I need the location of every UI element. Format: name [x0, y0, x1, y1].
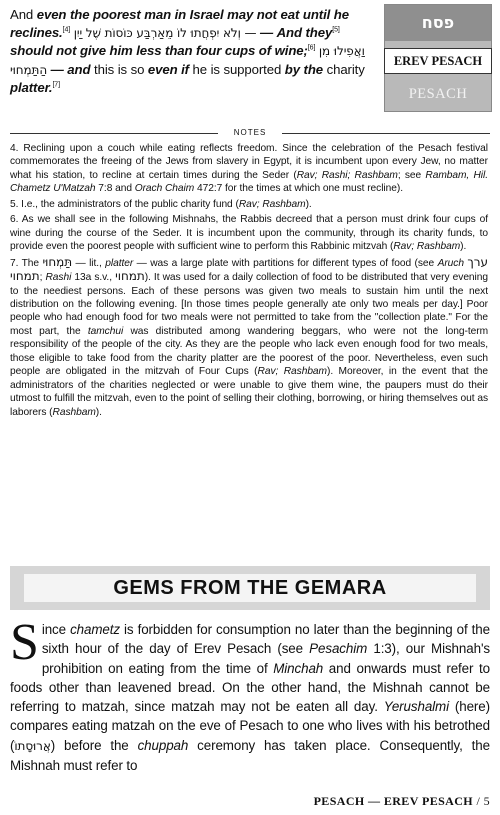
hebrew-text: וַאֲפִילוּ מִן הַתַּמְחוּי: [10, 44, 365, 77]
notes-divider: [10, 126, 490, 140]
text-run: ceremony has taken place. Consequently, the Mishnah must refer to: [10, 737, 491, 774]
tab-hebrew-title: פסח: [385, 5, 491, 41]
gems-header-band: [10, 566, 490, 610]
hebrew-text: — וְלֹא יִפְחֲתוּ לוֹ מֵאַרְבַּע כּוֹסוֹת שֶׁל יַיִן: [73, 25, 257, 40]
text-run: ).: [460, 241, 467, 253]
text-run: is forbidden for consumption no later than the beginning of the sixth hour of the day of Erev Pesach (see: [41, 622, 490, 657]
text-run: — was a large plate with partitions for different types of food (see: [133, 257, 438, 269]
main-text: [10, 6, 380, 97]
text-run: 5. I.e., the administrators of the public charity fund (: [10, 198, 239, 210]
footnote-ref-6: [6]: [307, 44, 316, 52]
tab-erev-pesach: EREV PESACH: [384, 48, 492, 74]
text-run: Rav; Rashbam: [393, 241, 461, 253]
note-6: [10, 213, 488, 253]
text-run: 4. Reclining upon a couch while eating reflects freedom. Since the celebration of the Pesach festival commemorates the freeing of the Jews from slavery in Egypt, it is incumbent upon every Jew, no matter what his station, to recline at certain times during the Seder (: [10, 143, 488, 181]
text-run: ;: [39, 272, 46, 284]
note-5: [10, 198, 488, 211]
text-run: 13a s.v.,: [71, 272, 116, 284]
hebrew-text: ערך תמחוי: [10, 254, 488, 284]
text-run: Rav; Rashbam: [238, 198, 306, 210]
text-run: Rav; Rashi; Rashbam: [296, 169, 398, 181]
text-run: ).: [95, 406, 102, 418]
hebrew-text: תַּמְחוּי: [42, 254, 73, 269]
text-run: Rashbam: [52, 406, 96, 418]
page-number: 5: [483, 794, 490, 808]
gems-paragraph: [10, 614, 491, 775]
text-run: by the: [284, 61, 324, 77]
text-run: ince: [41, 622, 71, 637]
gems-header-inner: [24, 574, 476, 602]
text-run: Yerushalmi: [383, 699, 449, 715]
text-run: — and: [47, 61, 95, 77]
page-footer: [314, 794, 490, 809]
text-run: was distributed among wandering beggars, who were not the long-term responsibility of the people of the city. As they are the people who lack even enough food for two meals, those eligible to take food from the charity platter are the poorest of the poor. Nevertheless, even such people are obligated in the mitzvah of Four Cups (: [10, 325, 489, 378]
text-run: Orach Chaim: [134, 183, 195, 195]
text-run: 472:7 for the times at which one must recline).: [194, 183, 403, 195]
text-run: tamchui: [87, 325, 124, 337]
gems-title: GEMS FROM THE GEMARA: [113, 577, 387, 599]
footnote-ref-4: [4]: [62, 26, 71, 34]
text-run: chametz: [70, 622, 120, 637]
text-run: ).: [305, 198, 312, 210]
text-run: should not give him less than four cups of wine;: [10, 43, 308, 59]
text-run: platter.: [10, 80, 53, 96]
gems-body: [10, 614, 491, 775]
text-run: ). Moreover, in the event that the administrators of the charities neglected or were unable to give them wine, the paupers must do their utmost to fulfill the mitzvah, even to the point of selling their clothing, borrowing, or hiring themselves out as laborers (: [10, 366, 488, 418]
text-run: this is so: [94, 61, 148, 77]
divider-line: [282, 133, 490, 134]
text-run: 6. As we shall see in the following Mishnahs, the Rabbis decreed that a person must drink four cups of wine during the course of the Seder. It is incumbent upon the community, through its charity funds, to provide even the poorest people with sufficient wine to perform this Rabbinic mitzvah (: [10, 214, 488, 253]
notes-section: [10, 142, 488, 421]
text-run: charity: [323, 61, 365, 77]
text-run: and onwards must refer to foods other than leavened bread. On the other hand, the Mishnah cannot be referring to matzah, since matzah may not be eaten all day.: [10, 660, 490, 715]
text-run: And: [10, 7, 37, 22]
text-run: — And they: [256, 24, 333, 40]
text-run: — lit.,: [72, 257, 106, 269]
text-run: 1:3), our Mishnah's prohibition on eating from the time of: [41, 641, 490, 676]
drop-cap: S: [10, 614, 39, 671]
section-tab: [384, 4, 492, 112]
text-run: ). It was used for a daily collection of food to be distributed that very evening to the neediest persons. Each of these persons was given two meals to sustain him until the next distribution on the following evening. [In those times people generally ate only two meals per day.] Poor people who had enough food for two meals were not permitted to take from the "collection plate." For the most part, the: [10, 272, 488, 337]
text-run: Rambam, Hil. Chametz U'Matzah: [10, 169, 488, 195]
notes-label: NOTES: [233, 128, 267, 137]
footnote-ref-5: [5]: [332, 26, 340, 34]
footer-separator: /: [473, 794, 484, 808]
running-footer: PESACH — EREV PESACH: [313, 794, 474, 808]
text-run: Pesachim: [309, 641, 368, 657]
text-run: Minchah: [273, 660, 324, 676]
text-run: ; see: [397, 169, 426, 181]
main-paragraph: [10, 6, 380, 97]
footnote-ref-7: [7]: [52, 81, 60, 89]
text-run: ) before the: [50, 737, 138, 753]
text-run: Aruch: [437, 257, 464, 269]
text-run: (here) compares eating matzah on the eve of Pesach to one who lives with his betrothed (: [10, 699, 490, 753]
text-run: chuppah: [137, 737, 189, 753]
text-run: even if: [147, 61, 189, 77]
tab-pesach: PESACH: [408, 86, 468, 102]
note-7: [10, 256, 488, 419]
text-run: even the poorest man in Israel may not eat until he reclines.: [10, 7, 349, 40]
text-run: he is supported: [188, 61, 285, 77]
text-run: Rashi: [45, 272, 72, 284]
text-run: 7. The: [10, 257, 43, 269]
text-run: Rav; Rashbam: [257, 366, 327, 378]
note-4: [10, 142, 488, 196]
hebrew-text: תמחוי: [115, 269, 145, 284]
text-run: platter: [105, 257, 134, 269]
hebrew-text: אֲרוּסָתוֹ: [14, 738, 51, 753]
text-run: 7:8 and: [95, 183, 135, 195]
